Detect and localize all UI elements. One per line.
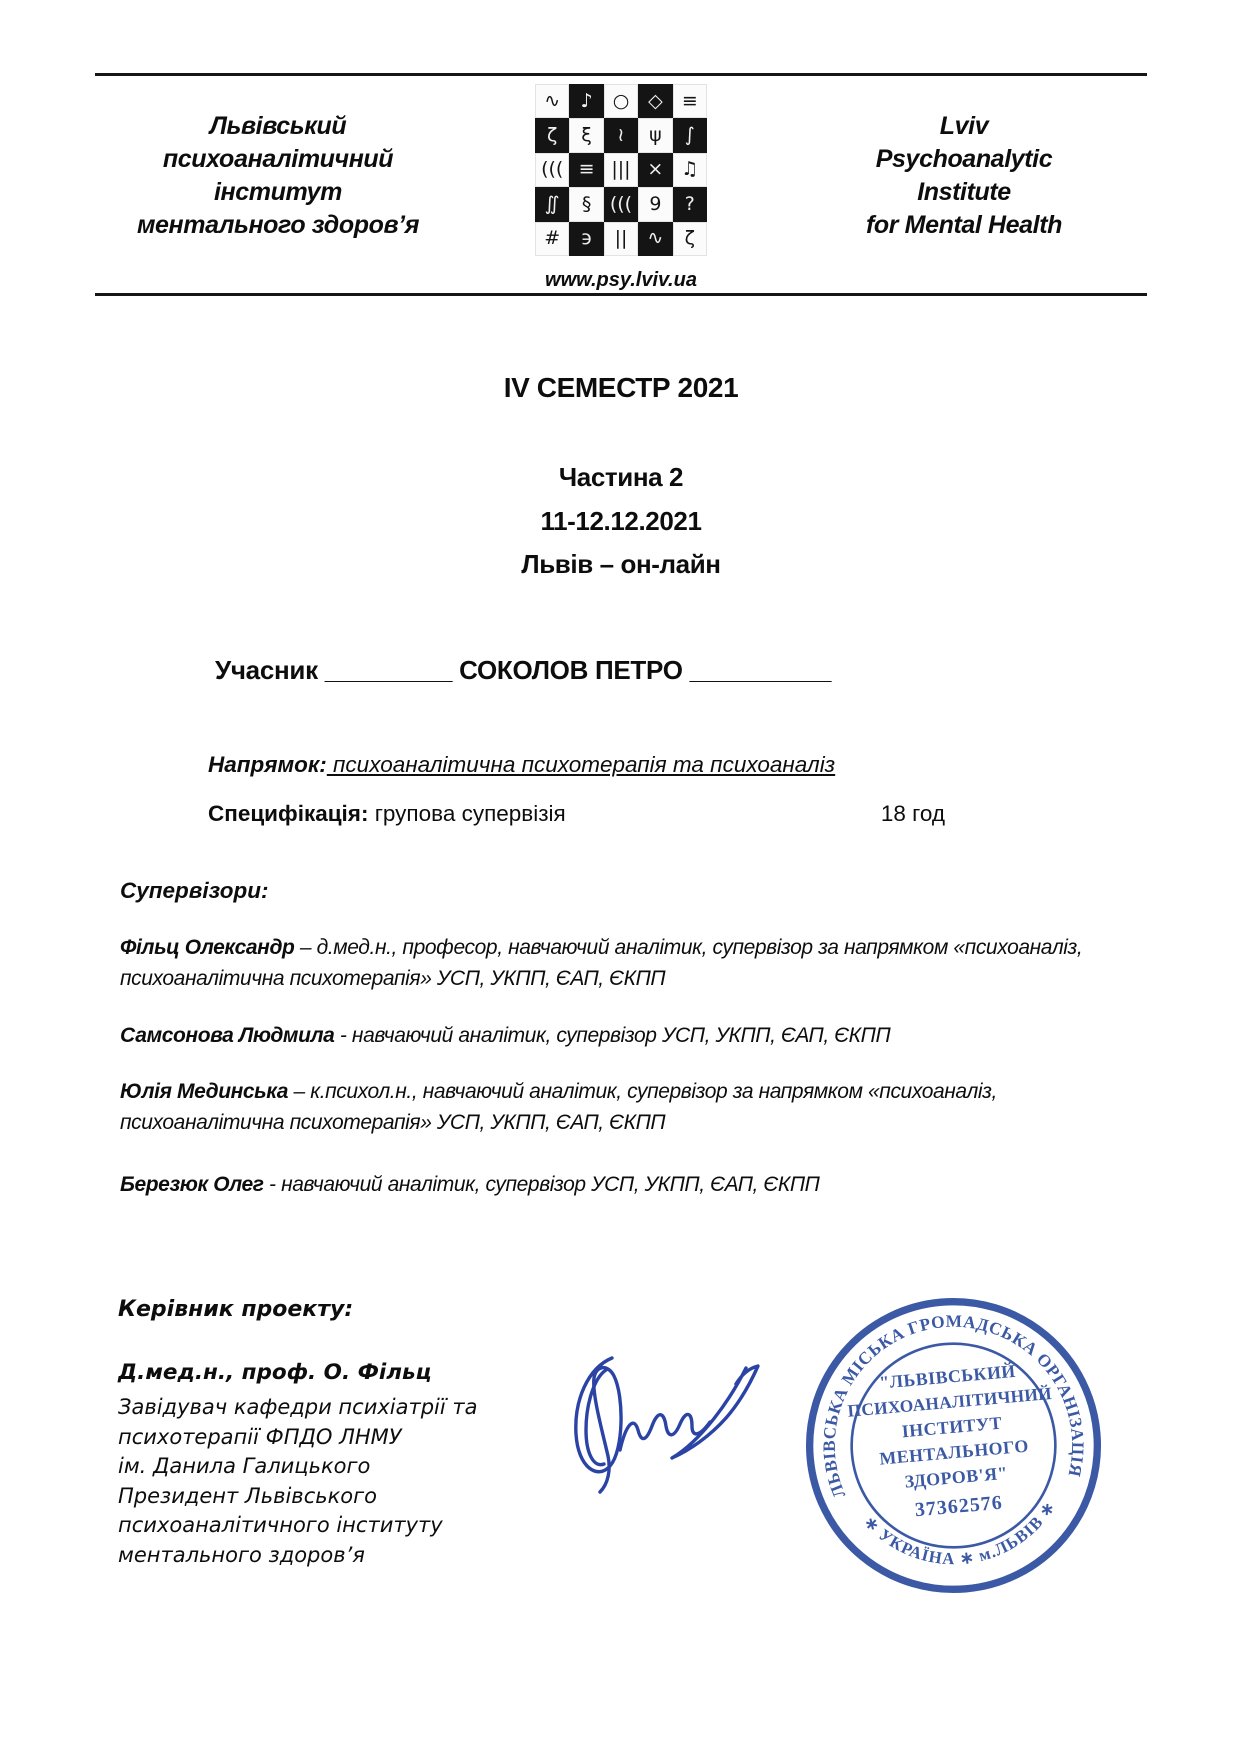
logo-tile: 9 (638, 187, 672, 221)
project-lead-detail-line: ім. Данила Галицького (118, 1454, 371, 1479)
stamp-center-line: ІНСТИТУТ (900, 1412, 1003, 1442)
specification-hours: 18 год (880, 801, 945, 826)
direction-label: Напрямок: (208, 752, 327, 777)
stamp-center-line: ПСИХОАНАЛІТИЧНИЙ (846, 1383, 1053, 1421)
document-header (95, 84, 1147, 292)
supervisor-item (120, 1021, 1136, 1052)
logo-tile: ♪ (569, 84, 603, 118)
logo-tile: # (535, 222, 569, 256)
blank-line: _________ (324, 655, 453, 685)
participant-label: Учасник (215, 655, 318, 685)
supervisor-description: навчаючий аналітик, супервізор УСП, УКПП, ЄАП, ЄКПП (351, 1024, 891, 1047)
org-en-line: for Mental Health (866, 211, 1062, 239)
supervisor-separator: - (334, 1024, 352, 1047)
blank-line: __________ (689, 655, 832, 685)
semester-title: IV СЕМЕСТР 2021 (503, 372, 739, 403)
logo-tile: ζ (673, 222, 707, 256)
supervisor-separator: – (288, 1080, 311, 1103)
direction-value: психоаналітична психотерапія та психоаналіз (326, 752, 836, 777)
project-lead-detail-line: Президент Львівського (118, 1483, 378, 1508)
participant-name: СОКОЛОВ ПЕТРО (459, 655, 683, 685)
website-text: www.psy.lviv.ua (545, 269, 697, 291)
stamp-ring-bottom-text: ∗ УКРАЇНА ∗ м.ЛЬВІВ ∗ (860, 1497, 1060, 1569)
logo-tile: § (569, 187, 603, 221)
logo-tile: ≀ (604, 118, 638, 152)
logo-tile: ≡ (569, 153, 603, 187)
logo-tile: ♫ (673, 153, 707, 187)
logo-tile: ||| (604, 153, 638, 187)
logo-tile: ξ (569, 118, 603, 152)
supervisor-item (120, 933, 1136, 994)
org-en-line: Psychoanalytic (875, 145, 1053, 173)
logo-tile: ? (673, 187, 707, 221)
specification-text (208, 801, 566, 827)
supervisor-description: д.мед.н., професор, навчаючий аналітик, супервізор за напрямком «психоаналіз, психоаналітична психотерапія» УСП, УКПП, ЄАП, ЄКПП (120, 936, 1083, 990)
supervisor-name: Юлія Мединська (120, 1080, 289, 1103)
project-lead-name: Д.мед.н., проф. О. Фільц (118, 1360, 432, 1385)
org-name-english (781, 84, 1147, 242)
logo-tile: ϶ (569, 222, 603, 256)
project-lead-heading: Керівник проекту: (118, 1297, 354, 1322)
stamp-ring-top-text: ЛЬВІВСЬКА МІСЬКА ГРОМАДСЬКА ОРГАНІЗАЦІЯ (819, 1311, 1088, 1501)
logo-tile: × (638, 153, 672, 187)
stamp-center-line: МЕНТАЛЬНОГО (878, 1435, 1030, 1469)
stamp-center-line: "ЛЬВІВСЬКИЙ (878, 1360, 1017, 1393)
participant-line (215, 655, 831, 686)
supervisor-separator: – (294, 936, 317, 959)
institute-logo (535, 84, 707, 256)
logo-tile: ζ (535, 118, 569, 152)
org-ua-line: Львівський (209, 112, 347, 140)
header-divider-rule (95, 293, 1147, 296)
org-ua-line: психоаналітичний (162, 145, 394, 173)
supervisor-item (120, 1170, 1136, 1201)
project-lead-detail-line: ментального здоров’я (118, 1542, 365, 1567)
official-stamp (783, 1275, 1124, 1616)
event-dates: 11-12.12.2021 (540, 506, 702, 536)
part-subtitle: Частина 2 (558, 462, 684, 492)
org-en-line: Institute (917, 178, 1011, 206)
event-location: Львів – он-лайн (521, 549, 721, 579)
org-ua-line: ментального здоров’я (136, 211, 420, 239)
specification-label: Специфікація: (208, 801, 369, 826)
direction-line (208, 752, 835, 778)
logo-tile: ((( (604, 187, 638, 221)
supervisor-description: к.психол.н., навчаючий аналітик, супервізор за напрямком «психоаналіз, психоаналітична психотерапія» УСП, УКПП, ЄАП, ЄКПП (120, 1080, 997, 1134)
supervisor-name: Березюк Олег (120, 1173, 264, 1196)
header-center-column (461, 84, 781, 292)
stamp-registration-number: 37362576 (913, 1491, 1004, 1522)
logo-tile: || (604, 222, 638, 256)
project-lead-detail-line: Завідувач кафедри психіатрії та (118, 1395, 478, 1419)
specification-value: групова супервізія (374, 801, 566, 826)
logo-tile: ○ (604, 84, 638, 118)
project-lead-detail-line: психотерапії ФПДО ЛНМУ (118, 1424, 402, 1449)
top-rule (95, 73, 1147, 76)
project-lead-details (118, 1393, 477, 1571)
specification-line (208, 801, 945, 827)
supervisor-item (120, 1077, 1136, 1138)
logo-tile: ψ (638, 118, 672, 152)
logo-tile: ∿ (535, 84, 569, 118)
logo-tile: ◇ (638, 84, 672, 118)
org-name-ukrainian (95, 84, 461, 242)
supervisor-name: Фільц Олександр (120, 936, 295, 959)
logo-tile: ((( (535, 153, 569, 187)
supervisor-name: Самсонова Людмила (120, 1024, 335, 1047)
logo-tile: ∿ (638, 222, 672, 256)
logo-tile: ≡ (673, 84, 707, 118)
supervisor-description: навчаючий аналітик, супервізор УСП, УКПП, ЄАП, ЄКПП (281, 1173, 820, 1196)
logo-tile: ∬ (535, 187, 569, 221)
org-ua-line: інститут (214, 178, 342, 206)
project-lead-detail-line: психоаналітичного інституту (118, 1513, 443, 1538)
org-en-line: Lviv (939, 112, 989, 140)
logo-tile: ∫ (673, 118, 707, 152)
stamp-center-line: ЗДОРОВ'Я" (903, 1462, 1009, 1492)
supervisors-heading: Супервізори: (120, 878, 269, 903)
supervisor-separator: - (263, 1173, 282, 1196)
signature-image (548, 1338, 783, 1503)
